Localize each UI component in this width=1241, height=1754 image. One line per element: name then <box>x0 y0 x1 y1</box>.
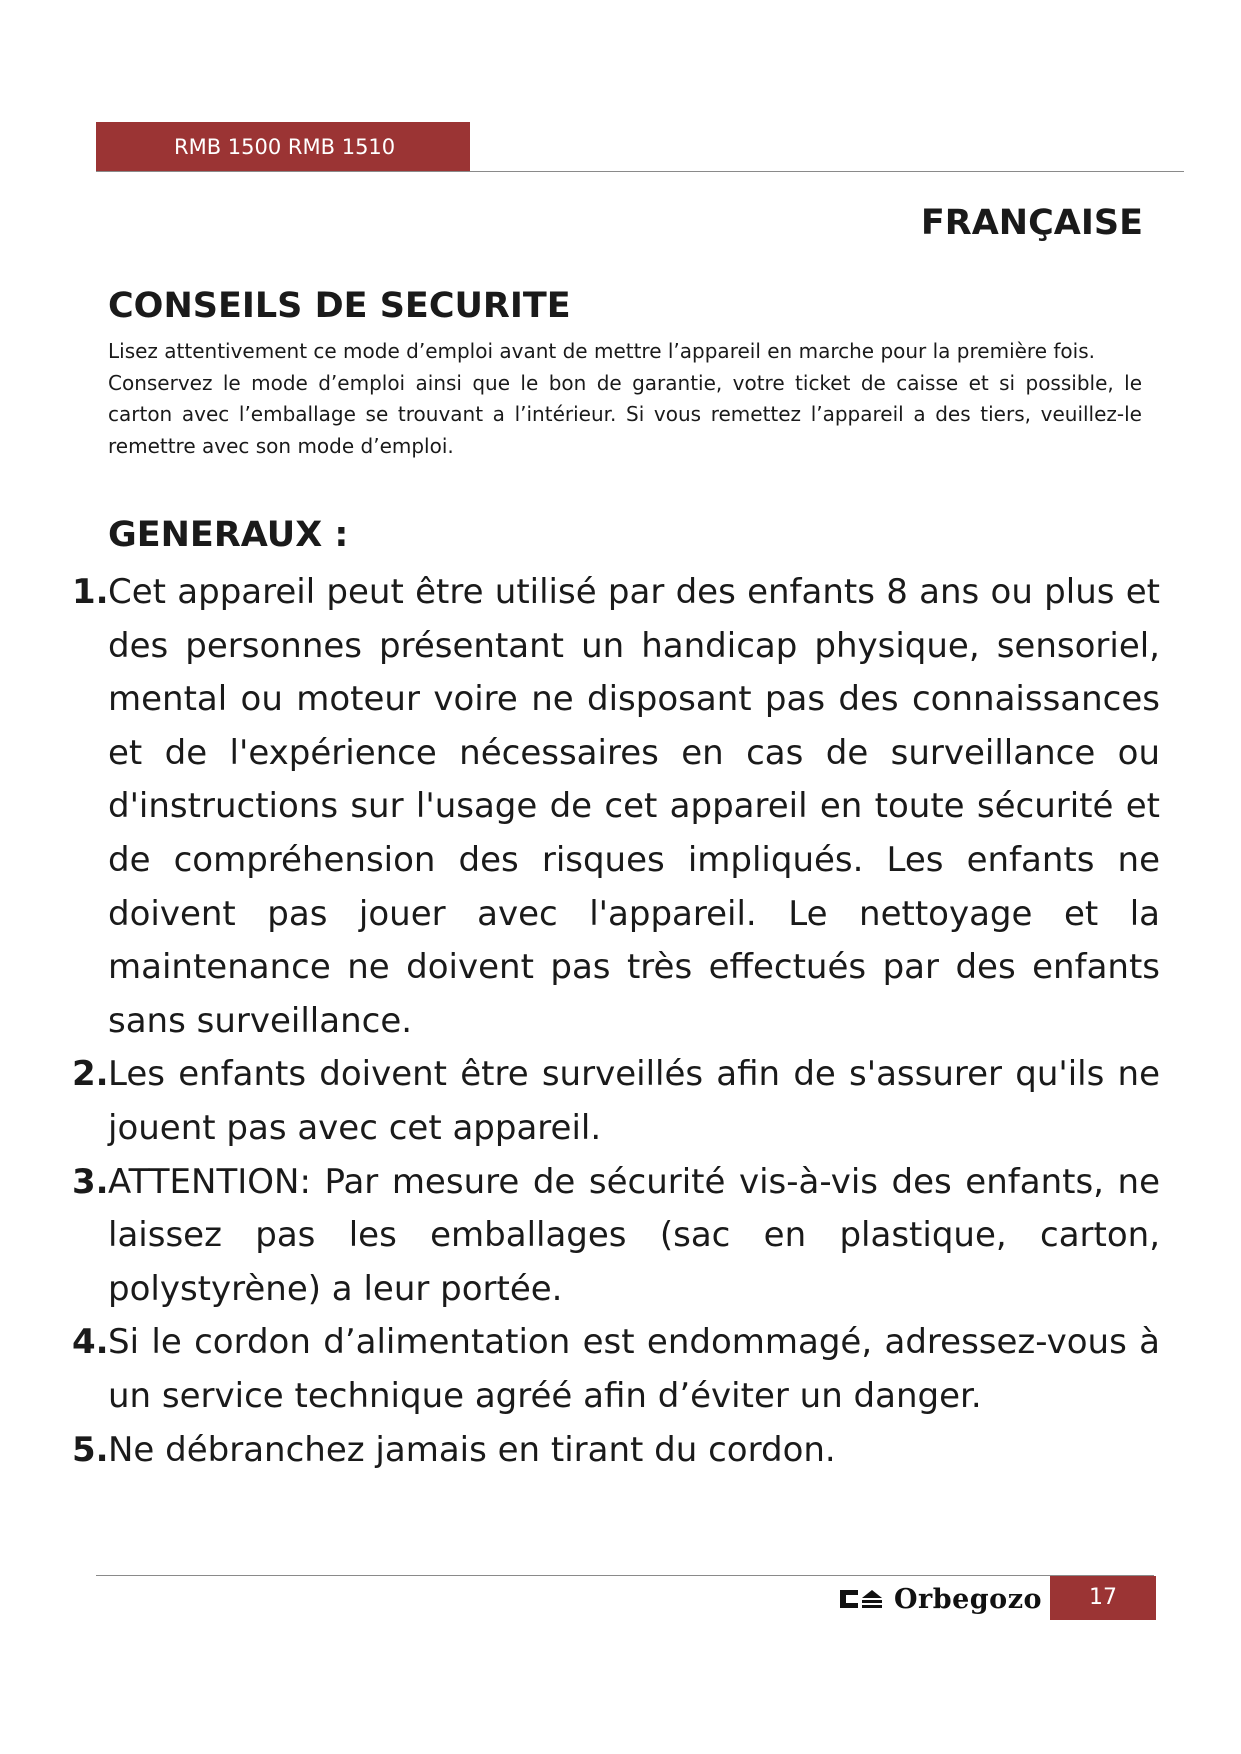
brand-logo <box>838 1580 1050 1618</box>
intro-paragraph-2: Conservez le mode d’emploi ainsi que le bon de garantie, votre ticket de caisse et si possible, le carton avec l’emballage se trouvant a l’intérieur. Si vous remettez l’appareil a des tiers, veuillez-le remettre avec son mode d’emploi. <box>108 370 1142 458</box>
list-item <box>72 1156 1160 1317</box>
item-number: 5. <box>72 1429 109 1470</box>
item-number: 3. <box>72 1161 109 1202</box>
item-text: Ne débranchez jamais en tirant du cordon. <box>108 1429 836 1470</box>
safety-list <box>72 566 1160 1477</box>
safety-intro <box>108 336 1142 462</box>
item-text: Cet appareil peut être utilisé par des enfants 8 ans ou plus et des personnes présentant un handicap physique, sensoriel, mental ou moteur voire ne disposant pas des connaissances et de l'expérience nécessaires en cas de surveillance ou d'instructions sur l'usage de cet appareil en toute sécurité et de compréhension des risques impliqués. Les enfants ne doivent pas jouer avec l'appareil. Le nettoyage et la maintenance ne doivent pas très effectués par des enfants sans surveillance. <box>108 572 1160 1041</box>
item-text: ATTENTION: Par mesure de sécurité vis-à-vis des enfants, ne laissez pas les emballages (sac en plastique, carton, polystyrène) a leur portée. <box>108 1161 1160 1309</box>
brand-name: Orbegozo <box>894 1583 1043 1615</box>
item-number: 4. <box>72 1322 109 1363</box>
list-item <box>72 566 1160 1048</box>
item-text: Si le cordon d’alimentation est endommagé, adressez-vous à un service technique agréé afin d’éviter un danger. <box>108 1322 1160 1416</box>
item-number: 1. <box>72 572 109 612</box>
page-number: 17 <box>1089 1585 1117 1610</box>
list-item <box>72 1316 1160 1423</box>
orbegozo-logo-icon <box>838 1586 884 1612</box>
safety-title: CONSEILS DE SECURITE <box>108 286 571 326</box>
list-item <box>72 1424 1160 1478</box>
footer-divider <box>96 1575 1154 1576</box>
header-models: RMB 1500 RMB 1510 <box>174 135 396 159</box>
page-number-box <box>1050 1576 1156 1620</box>
header-model-band <box>96 122 470 172</box>
intro-paragraph-1: Lisez attentivement ce mode d’emploi avant de mettre l’appareil en marche pour la première fois. <box>108 339 1095 363</box>
item-number: 2. <box>72 1054 109 1095</box>
item-text: Les enfants doivent être surveillés afin de s'assurer qu'ils ne jouent pas avec cet appareil. <box>108 1054 1160 1148</box>
language-heading: FRANÇAISE <box>920 203 1143 243</box>
general-title: GENERAUX : <box>108 515 349 555</box>
header-divider <box>96 171 1184 172</box>
list-item <box>72 1048 1160 1155</box>
